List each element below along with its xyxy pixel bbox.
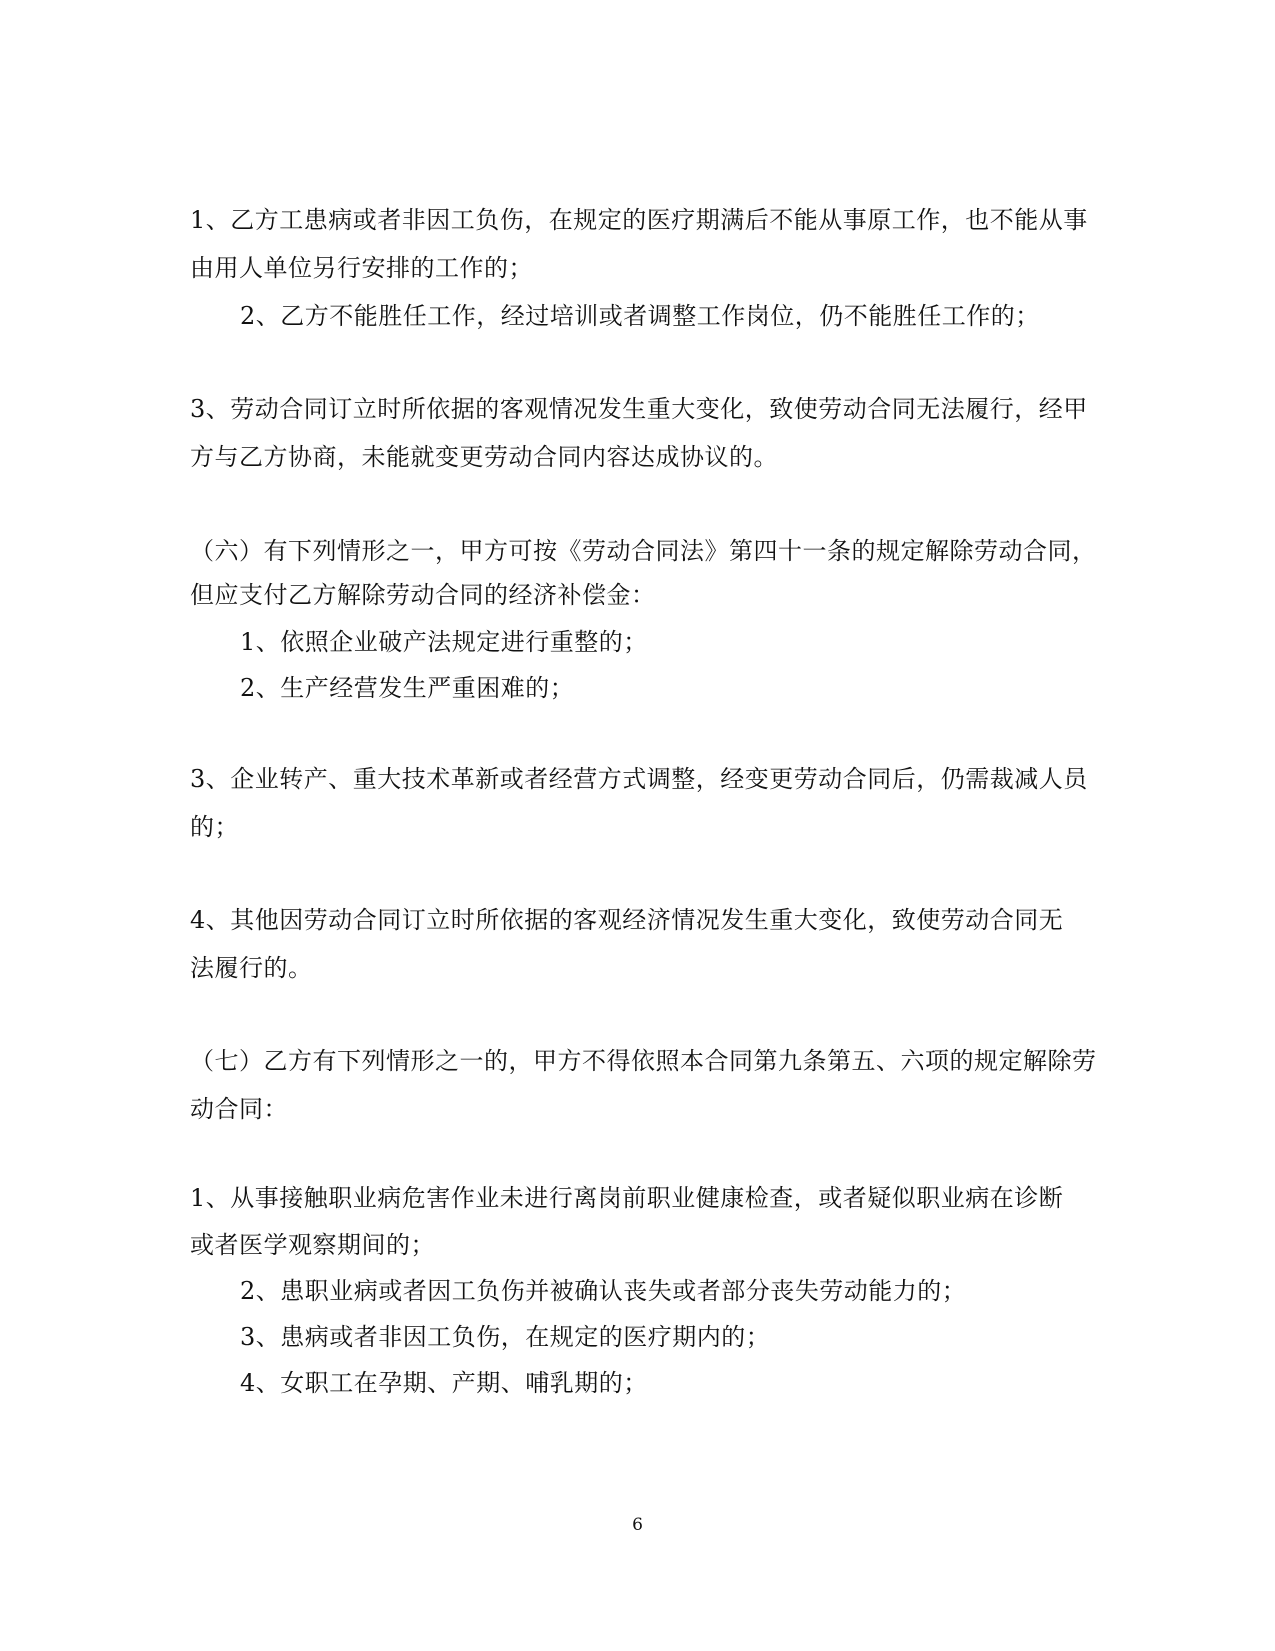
text-line: 3、劳动合同订立时所依据的客观情况发生重大变化，致使劳动合同无法履行，经甲 xyxy=(190,395,1088,423)
text-line: 3、企业转产、重大技术革新或者经营方式调整，经变更劳动合同后，仍需裁减人员 xyxy=(190,765,1088,793)
text-line: 2、乙方不能胜任工作，经过培训或者调整工作岗位，仍不能胜任工作的； xyxy=(240,302,1040,330)
text-line: 的； xyxy=(190,813,239,841)
text-line: 由用人单位另行安排的工作的； xyxy=(190,254,533,282)
text-line: 4、其他因劳动合同订立时所依据的客观经济情况发生重大变化，致使劳动合同无 xyxy=(190,906,1064,934)
text-line: （六）有下列情形之一，甲方可按《劳动合同法》第四十一条的规定解除劳动合同， xyxy=(190,537,1097,565)
text-line: 3、患病或者非因工负伤，在规定的医疗期内的； xyxy=(240,1323,771,1351)
text-line: 或者医学观察期间的； xyxy=(190,1231,435,1259)
text-line: 1、从事接触职业病危害作业未进行离岗前职业健康检查，或者疑似职业病在诊断 xyxy=(190,1184,1064,1212)
text-line: 动合同： xyxy=(190,1095,288,1123)
text-line: 但应支付乙方解除劳动合同的经济补偿金： xyxy=(190,581,656,609)
text-line: 方与乙方协商，未能就变更劳动合同内容达成协议的。 xyxy=(190,443,778,471)
page-number: 6 xyxy=(632,1515,643,1535)
text-line: 1、依照企业破产法规定进行重整的； xyxy=(240,628,648,656)
text-line: 1、乙方工患病或者非因工负伤，在规定的医疗期满后不能从事原工作，也不能从事 xyxy=(190,206,1088,234)
text-line: 4、女职工在孕期、产期、哺乳期的； xyxy=(240,1369,648,1397)
text-line: 2、生产经营发生严重困难的； xyxy=(240,674,575,702)
text-line: 法履行的。 xyxy=(190,954,313,982)
text-line: 2、患职业病或者因工负伤并被确认丧失或者部分丧失劳动能力的； xyxy=(240,1277,967,1305)
text-line: （七）乙方有下列情形之一的，甲方不得依照本合同第九条第五、六项的规定解除劳 xyxy=(190,1047,1097,1075)
